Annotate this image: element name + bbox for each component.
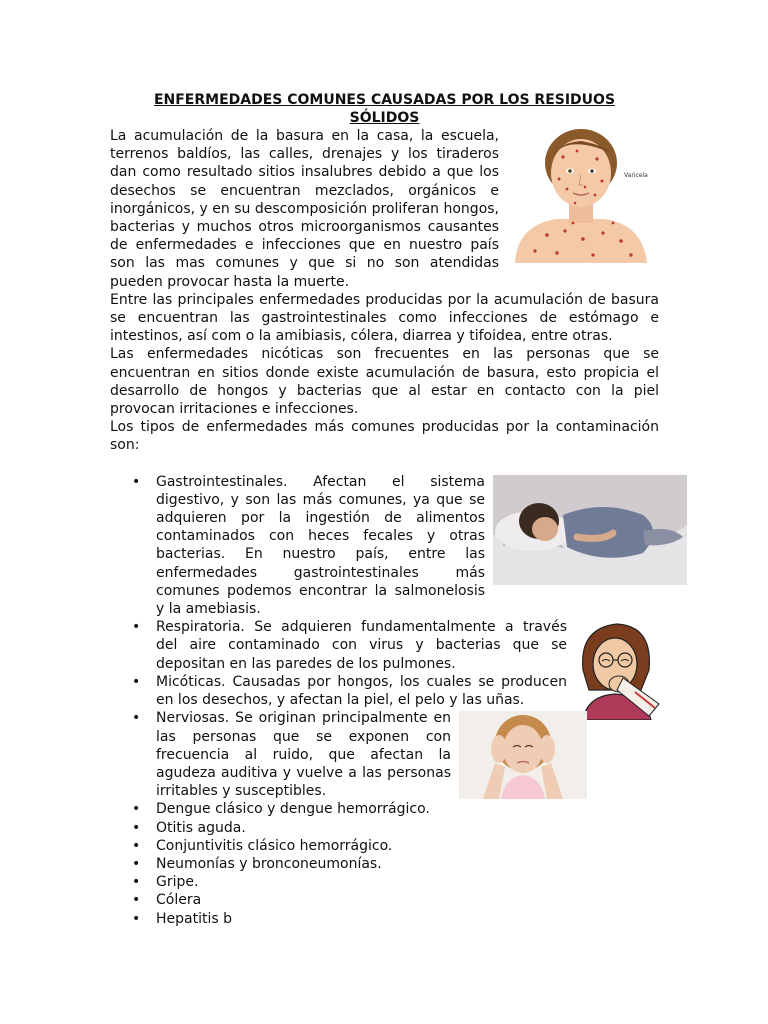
list-item xyxy=(156,873,659,891)
list-item xyxy=(156,819,659,837)
list-item-text: Respiratoria. Se adquieren fundamentalmente a través del aire contaminado con virus y bacterias que se depositan en las paredes de los pulmones. xyxy=(156,619,567,672)
list-item xyxy=(156,673,659,709)
varicela-label: Varicela xyxy=(624,172,648,179)
list-item xyxy=(156,709,659,800)
list-item-text: Micóticas. Causadas por hongos, los cuales se producen en los desechos, y afectan la piel, el pelo y las uñas. xyxy=(156,673,567,709)
list-item-text: Neumonías y bronconeumonías. xyxy=(156,855,382,872)
varicela-child-image xyxy=(507,127,659,263)
list-item-text: Cólera xyxy=(156,892,202,909)
paragraph-1: La acumulación de la basura en la casa, la escuela, terrenos baldíos, las calles, drenajes y los tiraderos dan como resultado sitios insalubres debido a que los desechos se encuentran mezclados, orgánicos e inorgánicos, y en su descomposición proliferan hongos, bacterias y muchos otros microorganismos causantes de enfermedades e infecciones que en nuestro país son las mas comunes y que si no son atendidas pueden provocar hasta la muerte. xyxy=(110,128,500,290)
list-item-text: Gripe. xyxy=(156,874,199,891)
list-item xyxy=(156,473,659,619)
list-item xyxy=(156,800,659,818)
list-item xyxy=(156,910,659,928)
list-item xyxy=(156,837,659,855)
sick-child-image xyxy=(493,475,687,585)
headache-woman-image xyxy=(459,711,587,799)
document-body xyxy=(110,91,659,928)
list-item xyxy=(156,855,659,873)
paragraph-4: Los tipos de enfermedades más comunes producidas por la contaminación son: xyxy=(110,419,659,454)
list-item-text: Otitis aguda. xyxy=(156,819,246,836)
list-item xyxy=(156,891,659,909)
title-line-2: SÓLIDOS xyxy=(349,110,420,126)
list-item-text: Conjuntivitis clásico hemorrágico. xyxy=(156,837,393,854)
list-item-text: Gastrointestinales. Afectan el sistema digestivo, y son las más comunes, ya que se adquieren por la ingestión de alimentos contaminados con heces fecales y otras bacterias. En nuestro país, entre las enfermedades gastrointestinales más comunes podemos encontrar la salmonelosis y la amebiasis. xyxy=(156,473,485,618)
document-title xyxy=(110,91,659,127)
list-item-text: Dengue clásico y dengue hemorrágico. xyxy=(156,801,430,818)
disease-list xyxy=(110,473,659,928)
list-item-text: Nerviosas. Se originan principalmente en las personas que se exponen con frecuencia al ruido, que afectan la agudeza auditiva y vuelve a las personas irritables y susceptibles. xyxy=(156,710,451,800)
list-item xyxy=(156,618,659,673)
paragraph-2: Entre las principales enfermedades producidas por la acumulación de basura se encuentran las gastrointestinales como infecciones de estómago e intestinos, así com o la amibiasis, cólera, diarrea y tifoidea, entre otras. xyxy=(110,291,659,345)
title-line-1: ENFERMEDADES COMUNES CAUSADAS POR LOS RESIDUOS xyxy=(153,92,616,108)
list-item-text: Hepatitis b xyxy=(156,910,232,927)
paragraph-3: Las enfermedades nicóticas son frecuentes en las personas que se encuentran en sitios donde existe acumulación de basura, esto propicia el desarrollo de hongos y bacterias que al estar en contacto con la piel provocan irritaciones e infecciones. xyxy=(110,346,659,418)
